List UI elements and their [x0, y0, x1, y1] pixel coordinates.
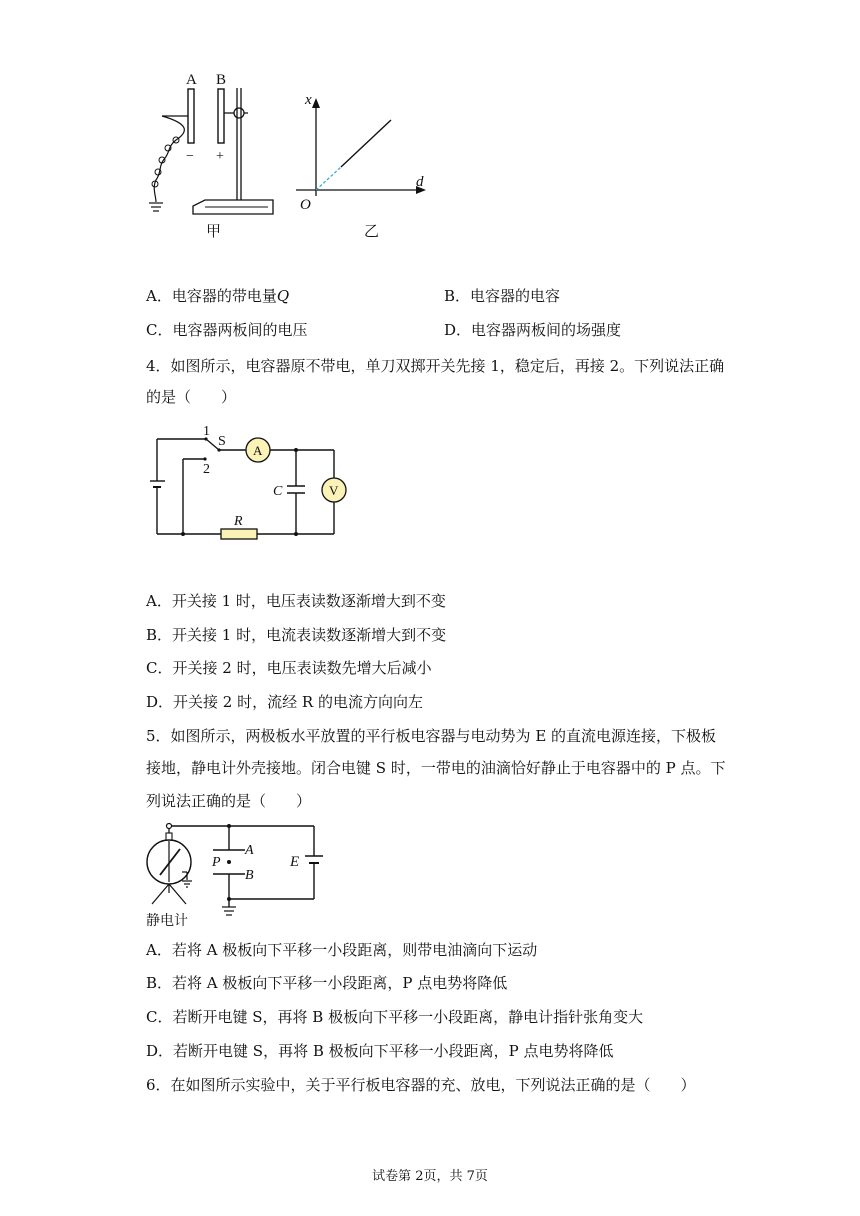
- q5-option-d[interactable]: [146, 1041, 614, 1061]
- q4-stem-line2: 的是（ ）: [146, 388, 237, 406]
- option-text: 若断开电键 S，再将 B 极板向下平移一小段距离，P 点电势将降低: [173, 1042, 614, 1060]
- emf-label: E: [290, 854, 300, 870]
- page-footer: 试卷第 2页，共 7页: [372, 1169, 488, 1184]
- option-text: 开关接 1 时，电流表读数逐渐增大到不变: [172, 626, 447, 644]
- q5-option-a[interactable]: [146, 940, 537, 960]
- option-label: B．: [444, 287, 471, 305]
- plate-a-label: A: [245, 843, 254, 858]
- option-label: C．: [146, 1008, 173, 1026]
- caption-right: 乙: [364, 224, 380, 240]
- axis-x-label: x: [305, 92, 312, 108]
- plus-sign: +: [216, 149, 224, 164]
- ammeter-label: A: [253, 443, 263, 458]
- option-label: C．: [146, 321, 173, 339]
- switch-pos-1: 1: [203, 424, 210, 439]
- option-text: 电容器的电容: [470, 287, 561, 305]
- caption-left: 甲: [206, 224, 222, 240]
- capacitor-label: C: [273, 484, 283, 499]
- resistor-label: R: [234, 514, 243, 529]
- option-text: 若将 A 极板向下平移一小段距离，P 点电势将降低: [172, 974, 508, 992]
- option-label: A．: [146, 941, 172, 959]
- option-text: 若断开电键 S，再将 B 极板向下平移一小段距离，静电计指针张角变大: [172, 1008, 644, 1026]
- plate-b-label: B: [216, 72, 227, 88]
- q5-stem-line1: 5．如图所示，两极板水平放置的平行板电容器与电动势为 E 的直流电源连接，下极板: [146, 727, 717, 745]
- option-label: D．: [146, 693, 174, 711]
- q6-stem-line1: 6．在如图所示实验中，关于平行板电容器的充、放电，下列说法正确的是（ ）: [146, 1076, 696, 1094]
- q5-stem-line2: 接地，静电计外壳接地。闭合电键 S 时，一带电的油滴恰好静止于电容器中的 P 点。下: [146, 759, 726, 777]
- switch-pos-2: 2: [203, 462, 210, 477]
- option-label: A．: [146, 287, 172, 305]
- electrometer-caption: 静电计: [146, 913, 188, 929]
- option-text: 开关接 2 时，流经 R 的电流方向向左: [173, 693, 423, 711]
- plate-b-label: B: [245, 868, 254, 883]
- option-label: B．: [146, 974, 173, 992]
- option-text: 开关接 1 时，电压表读数逐渐增大到不变: [171, 592, 446, 610]
- option-text: 开关接 2 时，电压表读数先增大后减小: [172, 659, 432, 677]
- option-label: B．: [146, 626, 173, 644]
- origin-label: O: [300, 197, 311, 213]
- switch-label: S: [218, 434, 226, 449]
- minus-sign: −: [186, 149, 194, 164]
- q5-option-b[interactable]: [146, 973, 507, 993]
- option-text: 若将 A 极板向下平移一小段距离，则带电油滴向下运动: [171, 941, 538, 959]
- option-label: A．: [146, 592, 172, 610]
- option-label: C．: [146, 659, 173, 677]
- option-text: 电容器的带电量: [171, 287, 277, 305]
- option-var: Q: [276, 287, 290, 305]
- option-text: 电容器两板间的电压: [172, 321, 308, 339]
- point-p-label: P: [212, 855, 221, 870]
- plate-a-label: A: [186, 72, 197, 88]
- q4-stem-line1: 4．如图所示，电容器原不带电，单刀双掷开关先接 1，稳定后，再接 2。下列说法正确: [146, 357, 725, 375]
- option-label: D．: [444, 321, 472, 339]
- q5-option-c[interactable]: [146, 1007, 643, 1027]
- option-text: 电容器两板间的场强度: [471, 321, 622, 339]
- axis-d-label: d: [416, 174, 424, 190]
- option-label: D．: [146, 1042, 174, 1060]
- q5-stem-line3: 列说法正确的是（ ）: [146, 792, 312, 810]
- voltmeter-label: V: [329, 483, 339, 498]
